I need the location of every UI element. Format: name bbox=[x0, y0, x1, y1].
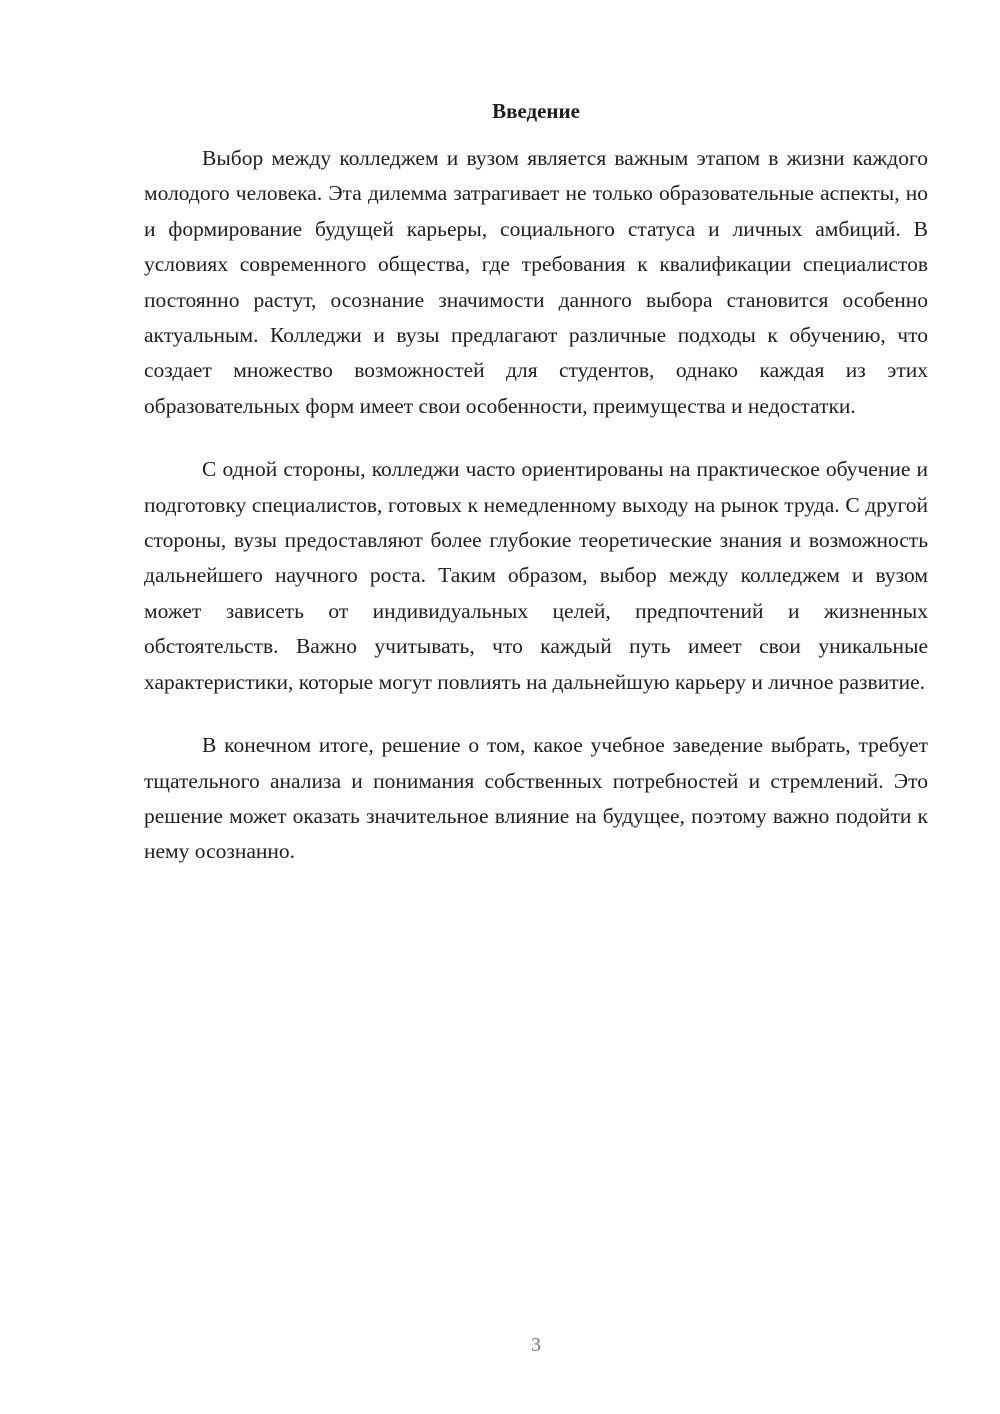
paragraph-3: В конечном итоге, решение о том, какое учебное заведение выбрать, требует тщательного анализа и понимания собственных потребностей и стремлений. Это решение может оказать значительное влияние на будущее, поэтому важно подойти к нему осознанно. bbox=[144, 733, 928, 864]
body-text bbox=[144, 141, 928, 898]
paragraph-1: Выбор между колледжем и вузом является важным этапом в жизни каждого молодого человека. Эта дилемма затрагивает не только образовательные аспекты, но и формирование будущей карьеры, социального статуса и личных амбиций. В условиях современного общества, где требования к квалификации специалистов постоянно растут, осознание значимости данного выбора становится особенно актуальным. Колледжи и вузы предлагают различные подходы к обучению, что создает множество возможностей для студентов, однако каждая из этих образовательных форм имеет свои особенности, преимущества и недостатки. bbox=[144, 146, 928, 418]
page-number: 3 bbox=[531, 1334, 541, 1356]
page-heading: Введение bbox=[492, 99, 580, 123]
paragraph-2: С одной стороны, колледжи часто ориентированы на практическое обучение и подготовку специалистов, готовых к немедленному выходу на рынок труда. С другой стороны, вузы предоставляют более глубокие теоретические знания и возможность дальнейшего научного роста. Таким образом, выбор между колледжем и вузом может зависеть от индивидуальных целей, предпочтений и жизненных обстоятельств. Важно учитывать, что каждый путь имеет свои уникальные характеристики, которые могут повлиять на дальнейшую карьеру и личное развитие. bbox=[144, 457, 928, 694]
